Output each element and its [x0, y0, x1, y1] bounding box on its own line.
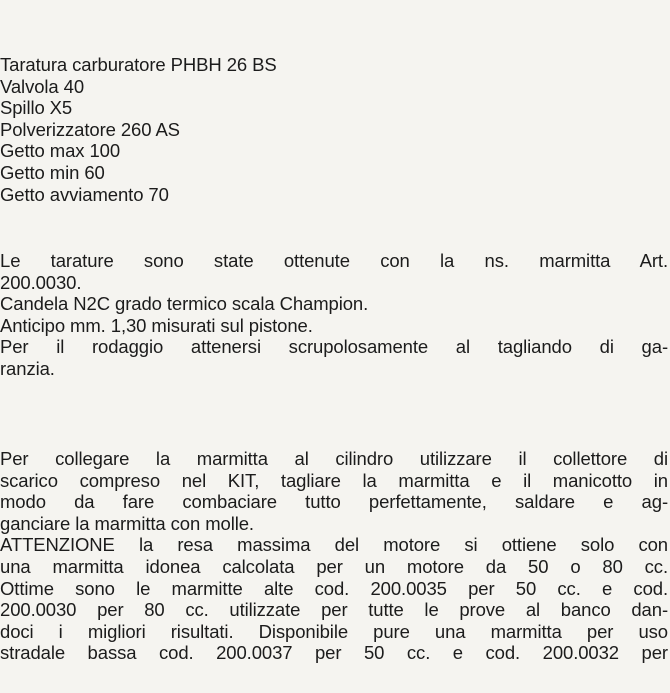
carburetor-settings [0, 54, 668, 205]
atomizer-line: Polverizzatore 260 AS [0, 118, 180, 140]
install-line: Ottime sono le marmitte alte cod. 200.0035 per 50 cc. e cod. [0, 577, 668, 599]
notes-line: Anticipo mm. 1,30 misurati sul pistone. [0, 314, 313, 336]
install-line: scarico compreso nel KIT, tagliare la marmitta e il manicotto in [0, 469, 668, 491]
carburetor-title: Taratura carburatore PHBH 26 BS [0, 54, 277, 75]
install-line: 200.0030 per 80 cc. utilizzate per tutte le prove al banco dan- [0, 599, 668, 621]
notes-line: Le tarature sono state ottenute con la ns. marmitta Art. [0, 250, 668, 271]
attention-line: ATTENZIONE la resa massima del motore si ottiene solo con [0, 534, 668, 556]
valve-line: Valvola 40 [0, 75, 85, 97]
install-line: ganciare la marmitta con molle. [0, 512, 254, 534]
install-line: una marmitta idonea calcolata per un motore da 50 o 80 cc. [0, 555, 668, 577]
starter-jet-line: Getto avviamento 70 [0, 183, 169, 205]
notes-line: ranzia. [0, 357, 55, 379]
notes-line: Candela N2C grado termico scala Champion. [0, 293, 369, 315]
installation-instructions [0, 448, 668, 664]
notes-line: Per il rodaggio attenersi scrupolosamente al tagliando di ga- [0, 336, 668, 358]
tuning-notes [0, 250, 668, 380]
notes-line: 200.0030. [0, 271, 82, 293]
main-jet-line: Getto max 100 [0, 140, 121, 162]
install-line: modo da fare combaciare tutto perfettamente, saldare e ag- [0, 491, 668, 513]
needle-line: Spillo X5 [0, 97, 73, 119]
install-line: Per collegare la marmitta al cilindro utilizzare il collettore di [0, 448, 668, 469]
install-line: stradale bassa cod. 200.0037 per 50 cc. e cod. 200.0032 per [0, 642, 668, 664]
install-line: doci i migliori risultati. Disponibile pure una marmitta per uso [0, 620, 668, 642]
idle-jet-line: Getto min 60 [0, 161, 105, 183]
